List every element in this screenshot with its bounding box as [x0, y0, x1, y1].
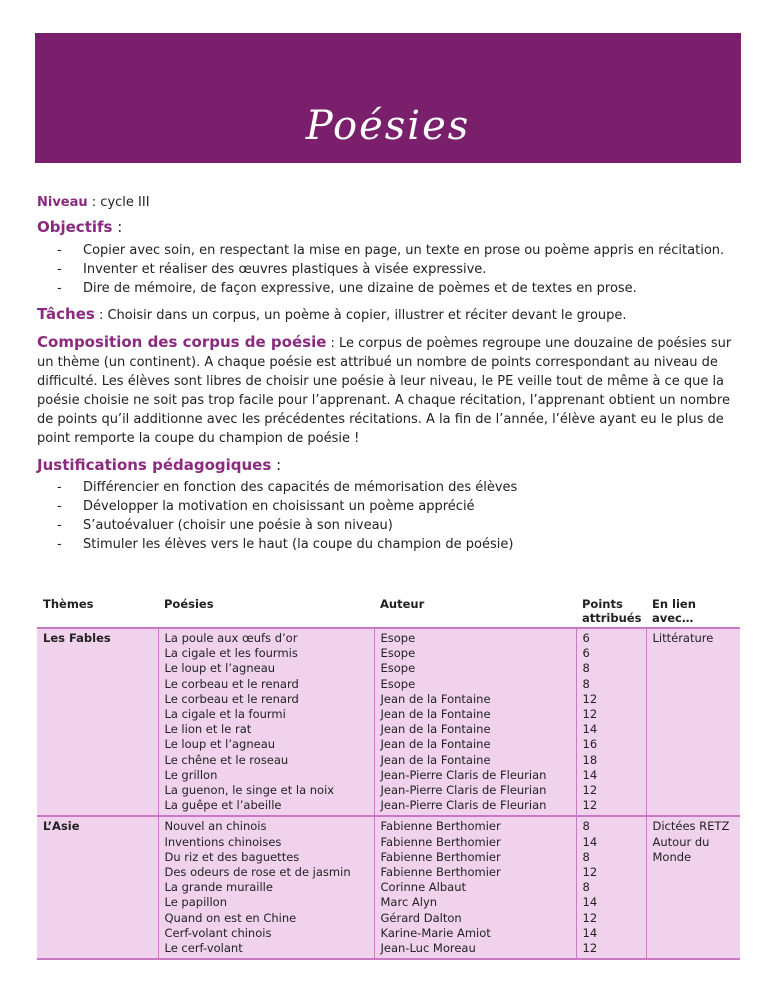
- poem-cell-line: La poule aux œufs d’or: [164, 631, 298, 645]
- author-cell-line: Esope: [380, 676, 416, 691]
- points-cell-line: 12: [582, 798, 598, 813]
- points-cell: [576, 816, 646, 959]
- list-item: - Stimuler les élèves vers le haut (la coupe du champion de poésie): [57, 535, 737, 554]
- poem-cell-line: La guêpe et l’abeille: [164, 798, 282, 813]
- points-cell-line: 12: [582, 941, 598, 956]
- author-cell-line: Gérard Dalton: [380, 910, 462, 925]
- poem-cell-line: Le grillon: [164, 767, 218, 782]
- objectifs-heading: [37, 218, 737, 236]
- author-cell-line: Fabienne Berthomier: [380, 865, 501, 880]
- points-cell-line: 14: [582, 834, 598, 849]
- author-cell-line: Jean-Pierre Claris de Fleurian: [380, 767, 547, 782]
- objectifs-label: Objectifs: [37, 218, 113, 236]
- justifications-heading: [37, 456, 737, 474]
- poem-cell-line: Des odeurs de rose et de jasmin: [164, 865, 351, 880]
- theme-label: Les Fables: [43, 631, 111, 645]
- composition-label: Composition des corpus de poésie: [37, 333, 327, 351]
- niveau-label: Niveau: [37, 195, 88, 210]
- author-cell-line: Corinne Albaut: [380, 880, 467, 895]
- composition-text: : Le corpus de poèmes regroupe une douzaine de poésies sur un thème (un continent). A chaque poésie est attribué un nombre de points correspondant au niveau de difficulté. Les élèves sont libres de choisir une poésie à leur niveau, le PE veille tout de même à ce que la poésie choisie ne soit pas trop facile pour l’apprenant. A chaque récitation, l’apprenant obtient un nombre de points qu’il additionne avec les précédentes récitations. A la fin de l’année, l’élève ayant eu le plus de point remporte la coupe du champion de poésie !: [37, 336, 732, 446]
- points-cell-line: 6: [582, 631, 590, 645]
- poem-cell-line: Le loup et l’agneau: [164, 661, 276, 676]
- poem-cell-line: Le chêne et le roseau: [164, 752, 289, 767]
- points-cell-line: 8: [582, 676, 590, 691]
- taches-line: [37, 305, 737, 325]
- author-cell-line: Jean de la Fontaine: [380, 722, 491, 737]
- theme-cell: [37, 816, 158, 959]
- author-cell-line: Marc Alyn: [380, 895, 438, 910]
- author-cell-line: Jean de la Fontaine: [380, 691, 491, 706]
- author-cell: [374, 816, 576, 959]
- link-cell-line: Dictées RETZ: [652, 819, 730, 834]
- poem-cell-line: Le papillon: [164, 895, 227, 910]
- table-row: [37, 816, 740, 959]
- points-cell-line: 14: [582, 925, 598, 940]
- poem-cell-line: Le corbeau et le renard: [164, 691, 299, 706]
- header-en-lien: En lien avec…: [652, 597, 696, 625]
- composition-paragraph: [37, 333, 737, 448]
- author-cell-line: Fabienne Berthomier: [380, 849, 501, 864]
- list-item: - Copier avec soin, en respectant la mise en page, un texte en prose ou poème appris en récitation.: [57, 241, 737, 260]
- poem-cell-line: Inventions chinoises: [164, 834, 282, 849]
- poem-cell-line: Nouvel an chinois: [164, 819, 267, 834]
- points-cell-line: 12: [582, 910, 598, 925]
- header-points: Points attribués: [582, 597, 642, 625]
- link-cell: [646, 816, 740, 959]
- theme-label: L’Asie: [43, 819, 80, 834]
- niveau-line: [37, 193, 737, 212]
- author-cell-line: Jean de la Fontaine: [380, 752, 491, 767]
- niveau-text: : cycle III: [87, 195, 150, 210]
- objectifs-suffix: :: [112, 218, 123, 236]
- taches-text: : Choisir dans un corpus, un poème à copier, illustrer et réciter devant le groupe.: [94, 308, 627, 323]
- poem-cell-line: La cigale et les fourmis: [164, 646, 298, 661]
- points-cell-line: 12: [582, 783, 598, 798]
- poem-cell-line: Le cerf-volant: [164, 941, 243, 956]
- points-cell-line: 12: [582, 865, 598, 880]
- link-cell: [646, 628, 740, 816]
- author-cell-line: Karine-Marie Amiot: [380, 925, 491, 940]
- poem-cell-line: La guenon, le singe et la noix: [164, 783, 335, 798]
- link-cell-line: Monde: [652, 849, 692, 864]
- header-auteur: Auteur: [380, 597, 425, 611]
- points-cell: [576, 628, 646, 816]
- poem-cell-line: Du riz et des baguettes: [164, 849, 300, 864]
- objectifs-list: [37, 241, 737, 298]
- author-cell-line: Jean-Pierre Claris de Fleurian: [380, 798, 547, 813]
- justifications-label: Justifications pédagogiques: [37, 456, 272, 474]
- author-cell-line: Esope: [380, 661, 416, 676]
- list-item: - Différencier en fonction des capacités de mémorisation des élèves: [57, 478, 737, 497]
- poem-cell-line: Le lion et le rat: [164, 722, 252, 737]
- poem-cell: [158, 628, 374, 816]
- table-row: [37, 628, 740, 816]
- points-cell-line: 14: [582, 895, 598, 910]
- poems-table: [37, 593, 740, 960]
- author-cell-line: Fabienne Berthomier: [380, 819, 501, 834]
- title-banner: [35, 33, 741, 163]
- author-cell-line: Jean de la Fontaine: [380, 707, 491, 722]
- points-cell-line: 16: [582, 737, 598, 752]
- poem-cell-line: Le loup et l’agneau: [164, 737, 276, 752]
- poem-cell: [158, 816, 374, 959]
- poem-cell-line: La grande muraille: [164, 880, 273, 895]
- link-cell-line: Autour du: [652, 834, 710, 849]
- author-cell-line: Jean-Luc Moreau: [380, 941, 476, 956]
- list-item: - S’autoévaluer (choisir une poésie à son niveau): [57, 516, 737, 535]
- poem-cell-line: La cigale et la fourmi: [164, 707, 286, 722]
- points-cell-line: 14: [582, 767, 598, 782]
- justifications-suffix: :: [271, 456, 282, 474]
- points-cell-line: 18: [582, 752, 598, 767]
- table-header-row: [37, 593, 740, 628]
- header-poesies: Poésies: [164, 597, 214, 611]
- author-cell-line: Jean de la Fontaine: [380, 737, 491, 752]
- header-themes: Thèmes: [43, 597, 94, 611]
- points-cell-line: 12: [582, 691, 598, 706]
- page-title: Poésies: [305, 103, 471, 149]
- author-cell: [374, 628, 576, 816]
- justifications-list: [37, 478, 737, 554]
- poem-cell-line: Quand on est en Chine: [164, 910, 297, 925]
- list-item: - Développer la motivation en choisissant un poème apprécié: [57, 497, 737, 516]
- list-item: - Inventer et réaliser des œuvres plastiques à visée expressive.: [57, 260, 737, 279]
- points-cell-line: 8: [582, 661, 590, 676]
- points-cell-line: 8: [582, 880, 590, 895]
- points-cell-line: 6: [582, 646, 590, 661]
- poem-cell-line: Cerf-volant chinois: [164, 925, 272, 940]
- poem-cell-line: Le corbeau et le renard: [164, 676, 299, 691]
- points-cell-line: 14: [582, 722, 598, 737]
- taches-label: Tâches: [37, 305, 95, 323]
- author-cell-line: Jean-Pierre Claris de Fleurian: [380, 783, 547, 798]
- points-cell-line: 8: [582, 849, 590, 864]
- author-cell-line: Fabienne Berthomier: [380, 834, 501, 849]
- points-cell-line: 12: [582, 707, 598, 722]
- link-cell-line: Littérature: [652, 631, 714, 645]
- list-item: - Dire de mémoire, de façon expressive, une dizaine de poèmes et de textes en prose.: [57, 279, 737, 298]
- document-body: [37, 193, 737, 561]
- points-cell-line: 8: [582, 819, 590, 834]
- theme-cell: [37, 628, 158, 816]
- author-cell-line: Esope: [380, 646, 416, 661]
- author-cell-line: Esope: [380, 631, 416, 645]
